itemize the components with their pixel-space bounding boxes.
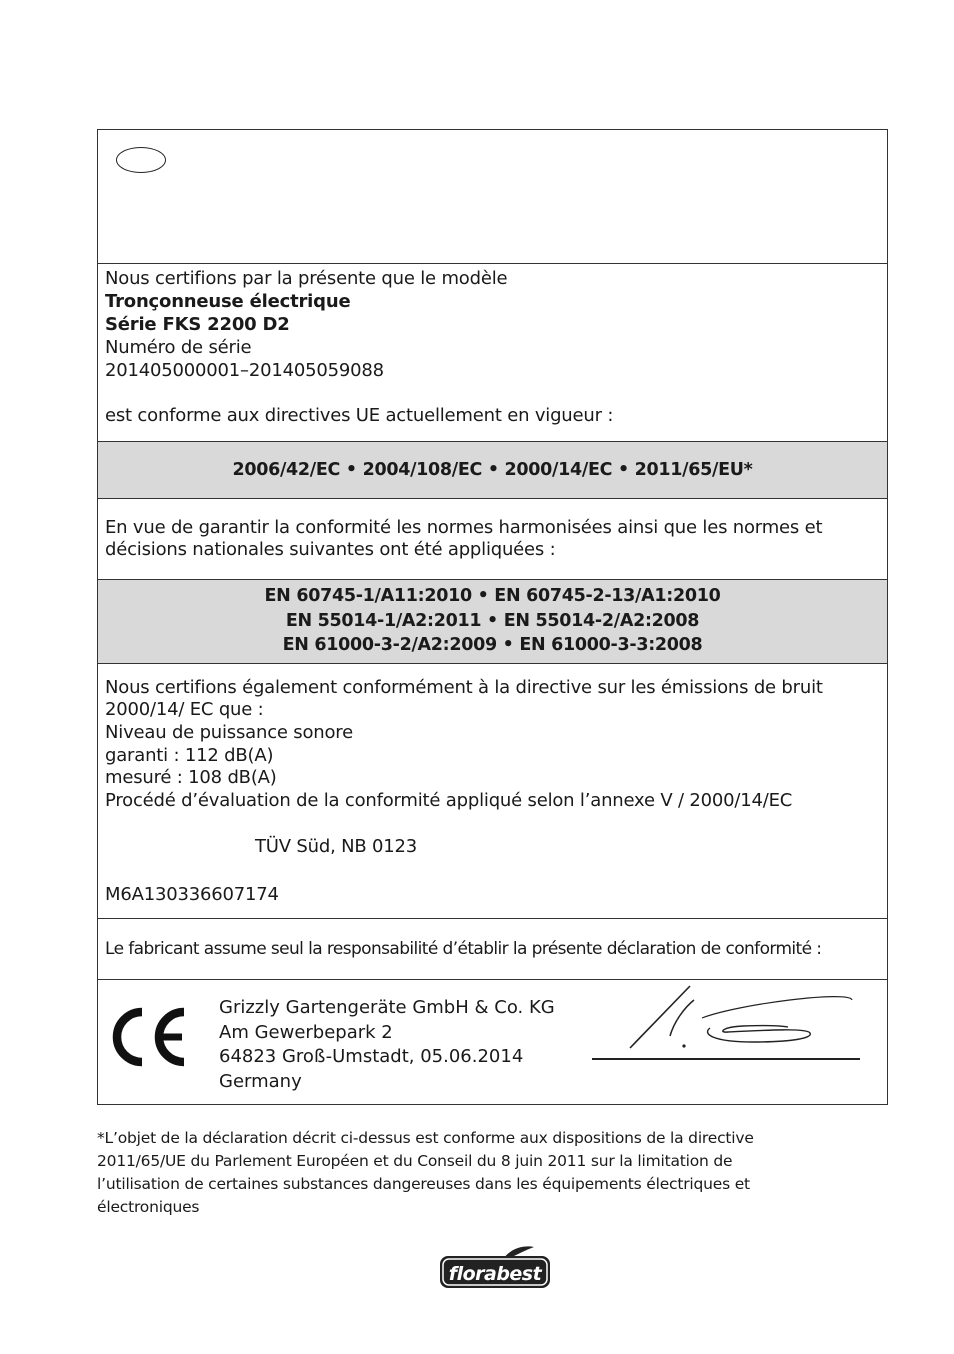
norms-intro-line: décisions nationales suivantes ont été appliquées : — [105, 539, 556, 560]
noise-line: 2000/14/ EC que : — [105, 699, 264, 720]
directives-list: 2006/42/EC • 2004/108/EC • 2000/14/EC • 2011/65/EU* — [232, 460, 753, 480]
serial-label: Numéro de série — [105, 337, 252, 358]
manufacturer-address — [219, 996, 555, 1094]
assessment-procedure: Procédé d’évaluation de la conformité appliqué selon l’annexe V / 2000/14/EC — [105, 790, 793, 811]
country-code-oval — [116, 147, 166, 173]
serial-range: 201405000001–201405059088 — [105, 360, 384, 381]
norm-line: EN 55014-1/A2:2011 • EN 55014-2/A2:2008 — [285, 611, 700, 631]
manufacturer-name: Grizzly Gartengeräte GmbH & Co. KG — [219, 997, 555, 1018]
florabest-logo — [438, 1244, 552, 1292]
manufacturer-country: Germany — [219, 1070, 302, 1092]
norm-line: EN 60745-1/A11:2010 • EN 60745-2-13/A1:2010 — [264, 586, 721, 606]
reference-number: M6A130336607174 — [105, 884, 279, 905]
norms-intro-section — [98, 499, 887, 580]
declaration-box — [97, 129, 888, 1105]
intro-line: Nous certifions par la présente que le modèle — [105, 268, 508, 289]
directives-section — [98, 442, 887, 499]
notified-body: TÜV Süd, NB 0123 — [255, 836, 418, 857]
responsibility-section — [98, 919, 887, 980]
conformity-statement: est conforme aux directives UE actuellement en vigueur : — [105, 405, 614, 426]
noise-line: Nous certifions également conformément à la directive sur les émissions de bruit — [105, 677, 823, 698]
footnote-line: 2011/65/UE du Parlement Européen et du Conseil du 8 juin 2011 sur la limitation de — [97, 1152, 733, 1170]
signature-line — [592, 1058, 860, 1060]
norms-intro-line: En vue de garantir la conformité les normes harmonisées ainsi que les normes et — [105, 517, 823, 538]
responsibility-statement: Le fabricant assume seul la responsabilité d’établir la présente déclaration de conformité : — [105, 939, 822, 959]
signature-icon — [618, 982, 858, 1058]
brand-name: florabest — [448, 1263, 542, 1285]
product-series: Série FKS 2200 D2 — [105, 314, 290, 335]
norms-section — [98, 580, 887, 664]
footnote-line: électroniques — [97, 1198, 200, 1216]
norm-line: EN 61000-3-2/A2:2009 • EN 61000-3-3:2008 — [282, 635, 703, 655]
noise-section — [98, 664, 887, 919]
manufacturer-city-date: 64823 Groß-Umstadt, 05.06.2014 — [219, 1046, 524, 1067]
ce-mark-icon — [108, 1006, 188, 1068]
sound-level-guaranteed: garanti : 112 dB(A) — [105, 745, 274, 766]
manufacturer-section — [98, 980, 887, 1104]
sound-level-measured: mesuré : 108 dB(A) — [105, 767, 277, 788]
header-section — [98, 130, 887, 264]
product-name: Tronçonneuse électrique — [105, 291, 351, 312]
manufacturer-street: Am Gewerbepark 2 — [219, 1021, 393, 1043]
footnote-line: l’utilisation de certaines substances dangereuses dans les équipements électriques et — [97, 1175, 750, 1193]
footnote — [97, 1127, 754, 1219]
footnote-line: *L’objet de la déclaration décrit ci-dessus est conforme aux dispositions de la directive — [97, 1129, 754, 1147]
sound-level-label: Niveau de puissance sonore — [105, 722, 353, 743]
intro-section — [98, 264, 887, 442]
